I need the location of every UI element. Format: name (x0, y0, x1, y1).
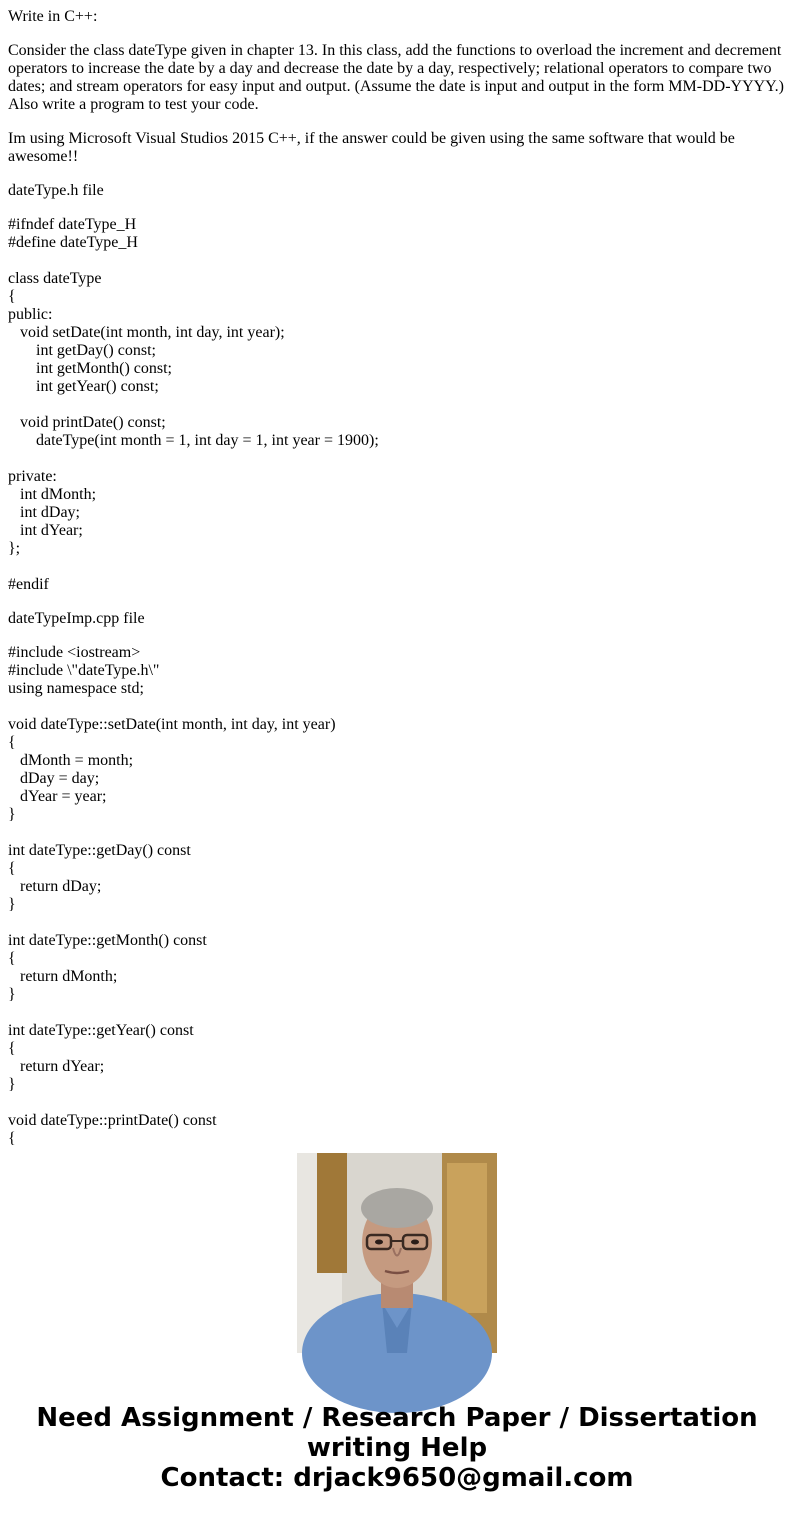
code-line: { (8, 734, 16, 751)
code-line (8, 914, 790, 932)
code-line: void setDate(int month, int day, int year); (8, 324, 285, 341)
promo-line-1: Need Assignment / Research Paper / Dissertation (36, 1403, 758, 1433)
code-line (8, 450, 790, 468)
code-line: int dateType::getMonth() const (8, 932, 207, 949)
promo-banner (0, 1403, 794, 1493)
code-line (8, 558, 790, 576)
header-file-code (8, 216, 790, 594)
code-line: void dateType::printDate() const (8, 1112, 217, 1129)
code-line: #include \"dateType.h\" (8, 662, 160, 679)
impl-file-code (8, 644, 790, 1148)
code-line (8, 698, 790, 716)
code-line: { (8, 860, 16, 877)
promo-line-3: Contact: drjack9650@gmail.com (160, 1463, 634, 1493)
code-line: } (8, 896, 16, 913)
question-document (8, 8, 790, 1147)
code-line: int dMonth; (8, 486, 97, 503)
promo-line-2: writing Help (306, 1433, 488, 1463)
code-line: int getMonth() const; (8, 360, 172, 377)
author-photo (297, 1153, 497, 1353)
code-line: dDay = day; (8, 770, 100, 787)
code-line (8, 1094, 790, 1112)
code-line: int dYear; (8, 522, 83, 539)
code-line: { (8, 1040, 16, 1057)
code-line: } (8, 986, 16, 1003)
code-line: dateType(int month = 1, int day = 1, int year = 1900); (8, 432, 379, 449)
code-line (8, 252, 790, 270)
code-line: }; (8, 540, 21, 557)
code-line: } (8, 1076, 16, 1093)
code-line (8, 824, 790, 842)
code-line: void printDate() const; (8, 414, 166, 431)
impl-file-title: dateTypeImp.cpp file (8, 610, 145, 627)
code-line: #ifndef dateType_H (8, 216, 137, 233)
code-line (8, 396, 790, 414)
code-line: using namespace std; (8, 680, 144, 697)
code-line: class dateType (8, 270, 102, 287)
question-note: Im using Microsoft Visual Studios 2015 C++, if the answer could be given using the same software that would be awesome!! (8, 130, 735, 165)
question-intro: Write in C++: (8, 8, 98, 25)
code-line (8, 1004, 790, 1022)
author-avatar (297, 1153, 497, 1353)
code-line: #define dateType_H (8, 234, 138, 251)
code-line: int dDay; (8, 504, 80, 521)
code-line: #include <iostream> (8, 644, 141, 661)
code-line: dMonth = month; (8, 752, 134, 769)
code-line: dYear = year; (8, 788, 107, 805)
code-line: int dateType::getDay() const (8, 842, 191, 859)
code-line: return dDay; (8, 878, 102, 895)
code-line: return dMonth; (8, 968, 118, 985)
header-file-title: dateType.h file (8, 182, 104, 199)
code-line: private: (8, 468, 57, 485)
code-line: { (8, 950, 16, 967)
code-line: int dateType::getYear() const (8, 1022, 194, 1039)
code-line: } (8, 806, 16, 823)
code-line: { (8, 1130, 16, 1147)
code-line: return dYear; (8, 1058, 105, 1075)
question-body: Consider the class dateType given in chapter 13. In this class, add the functions to overload the increment and decrement operators to increase the date by a day and decrease the date by a day, respectively; relational operators to compare two dates; and stream operators for easy input and output. (Assume the date is input and output in the form MM-DD-YYYY.) Also write a program to test your code. (8, 42, 784, 113)
code-line: int getDay() const; (8, 342, 156, 359)
code-line: { (8, 288, 16, 305)
code-line: #endif (8, 576, 49, 593)
code-line: void dateType::setDate(int month, int day, int year) (8, 716, 336, 733)
code-line: public: (8, 306, 53, 323)
code-line: int getYear() const; (8, 378, 159, 395)
